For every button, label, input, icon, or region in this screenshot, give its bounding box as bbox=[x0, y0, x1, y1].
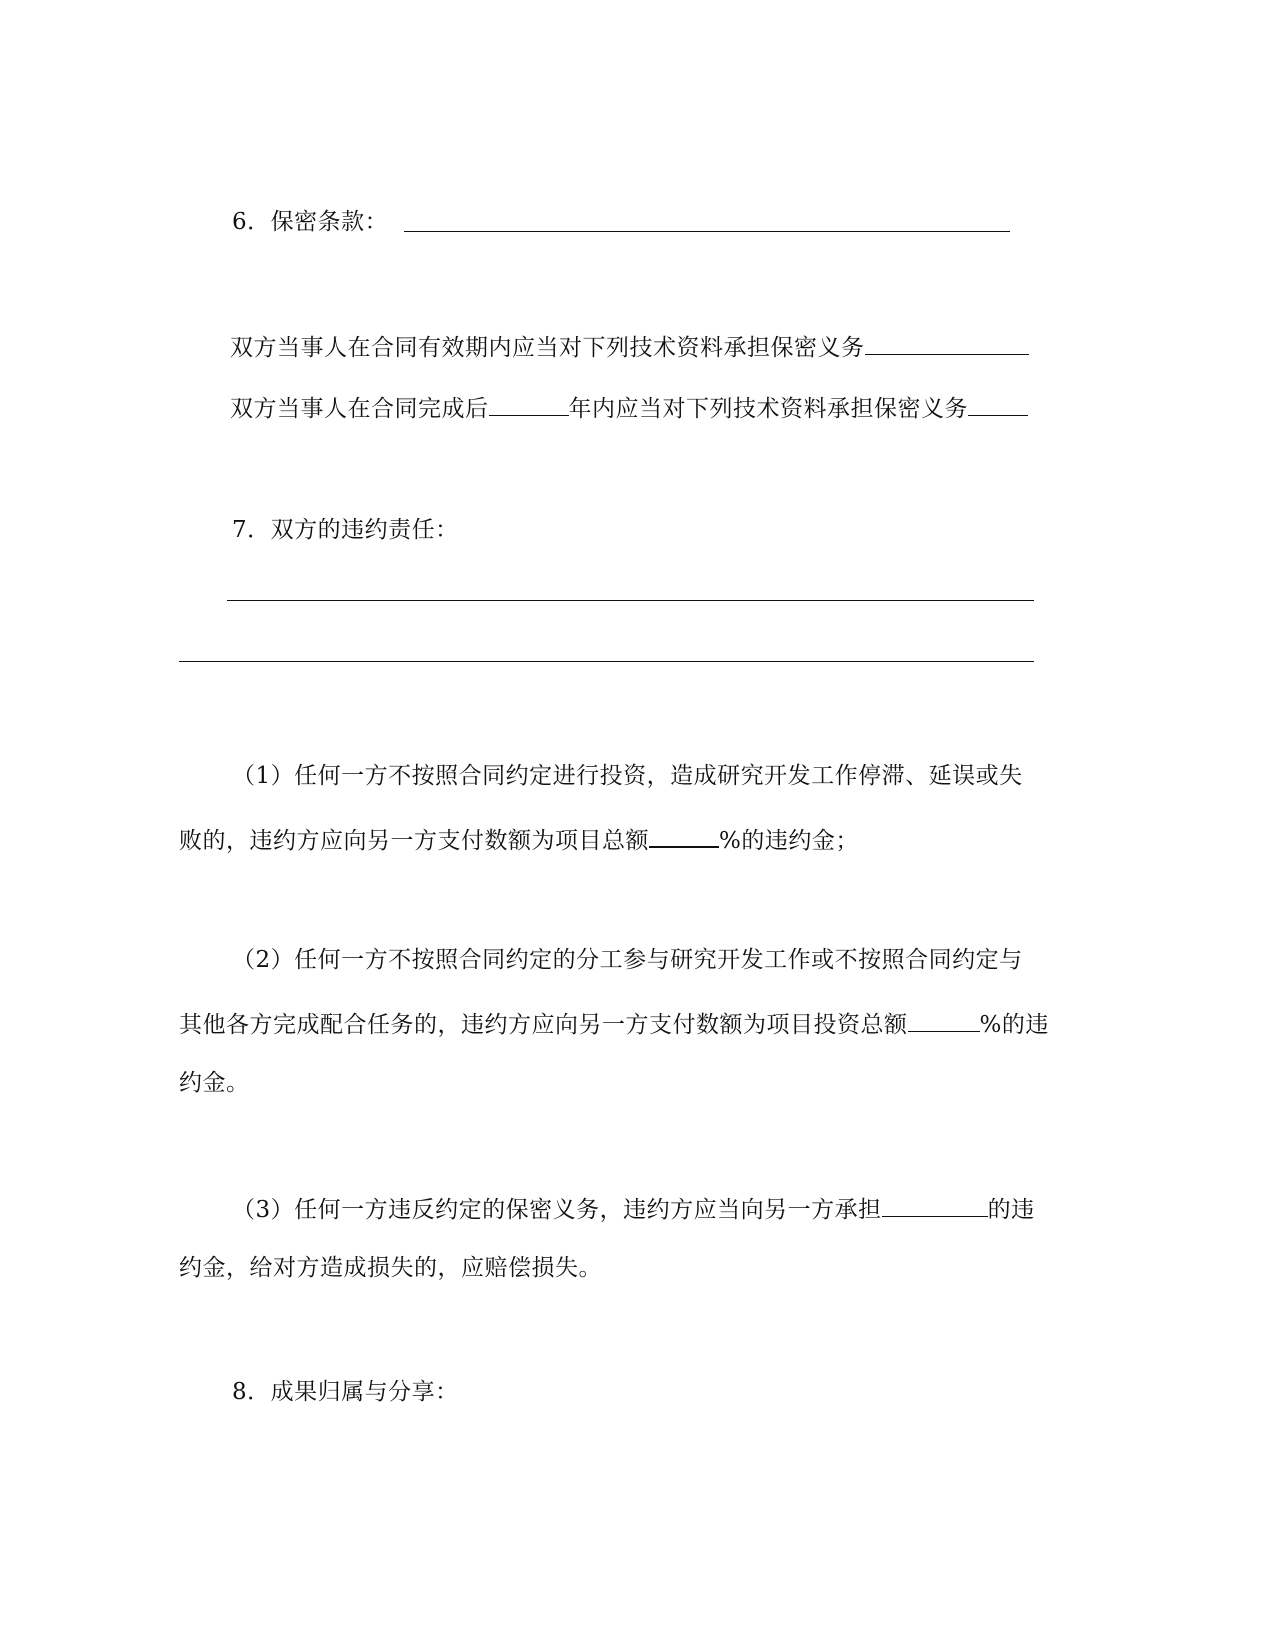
item-2-text-3: 约金。 bbox=[179, 1070, 250, 1096]
item-2-line-3 bbox=[179, 1068, 250, 1098]
item-1-percent-blank bbox=[649, 822, 719, 848]
item-1-line-2 bbox=[179, 822, 859, 856]
item-1-text-1: （1）任何一方不按照合同约定进行投资，造成研究开发工作停滞、延误或失 bbox=[232, 763, 1023, 789]
item-1-text-2-prefix: 败的，违约方应向另一方支付数额为项目总额 bbox=[179, 828, 649, 854]
section-6-heading bbox=[232, 207, 388, 237]
item-2-line-2 bbox=[179, 1007, 1049, 1040]
confidentiality-during-text: 双方当事人在合同有效期内应当对下列技术资料承担保密义务 bbox=[230, 335, 865, 361]
item-2-percent-blank bbox=[908, 1007, 980, 1032]
item-1-line-1 bbox=[232, 761, 1023, 791]
section-8-title: 8．成果归属与分享： bbox=[232, 1379, 459, 1405]
confidentiality-after-prefix: 双方当事人在合同完成后 bbox=[230, 396, 489, 422]
item-3-text-1-suffix: 的违 bbox=[987, 1197, 1035, 1223]
item-2-text-2-suffix: %的违 bbox=[979, 1012, 1049, 1038]
section-7-title: 7．双方的违约责任： bbox=[232, 517, 459, 543]
confidentiality-during-line bbox=[230, 330, 1029, 363]
section-8-heading bbox=[232, 1377, 459, 1407]
item-3-line-2 bbox=[179, 1253, 602, 1283]
item-2-text-1: （2）任何一方不按照合同约定的分工参与研究开发工作或不按照合同约定与 bbox=[232, 947, 1023, 973]
section-6-fill-line bbox=[404, 231, 1010, 232]
item-3-line-1 bbox=[232, 1192, 1035, 1225]
section-6-title: 6．保密条款： bbox=[232, 209, 389, 235]
confidentiality-after-suffix: 年内应当对下列技术资料承担保密义务 bbox=[568, 396, 968, 422]
item-3-text-2: 约金，给对方造成损失的，应赔偿损失。 bbox=[179, 1255, 602, 1281]
item-1-text-2-suffix: %的违约金； bbox=[719, 828, 859, 854]
item-3-text-1-prefix: （3）任何一方违反约定的保密义务，违约方应当向另一方承担 bbox=[232, 1197, 882, 1223]
item-2-line-1 bbox=[232, 945, 1023, 975]
section-7-heading bbox=[232, 515, 459, 545]
confidentiality-after-blank bbox=[968, 391, 1028, 416]
confidentiality-years-blank bbox=[489, 391, 569, 416]
section-7-fill-line-1 bbox=[227, 600, 1034, 601]
section-7-fill-line-2 bbox=[179, 661, 1034, 662]
confidentiality-after-line bbox=[230, 391, 1028, 424]
confidentiality-during-blank bbox=[865, 330, 1029, 355]
item-3-amount-blank bbox=[882, 1192, 988, 1217]
item-2-text-2-prefix: 其他各方完成配合任务的，违约方应向另一方支付数额为项目投资总额 bbox=[179, 1012, 908, 1038]
